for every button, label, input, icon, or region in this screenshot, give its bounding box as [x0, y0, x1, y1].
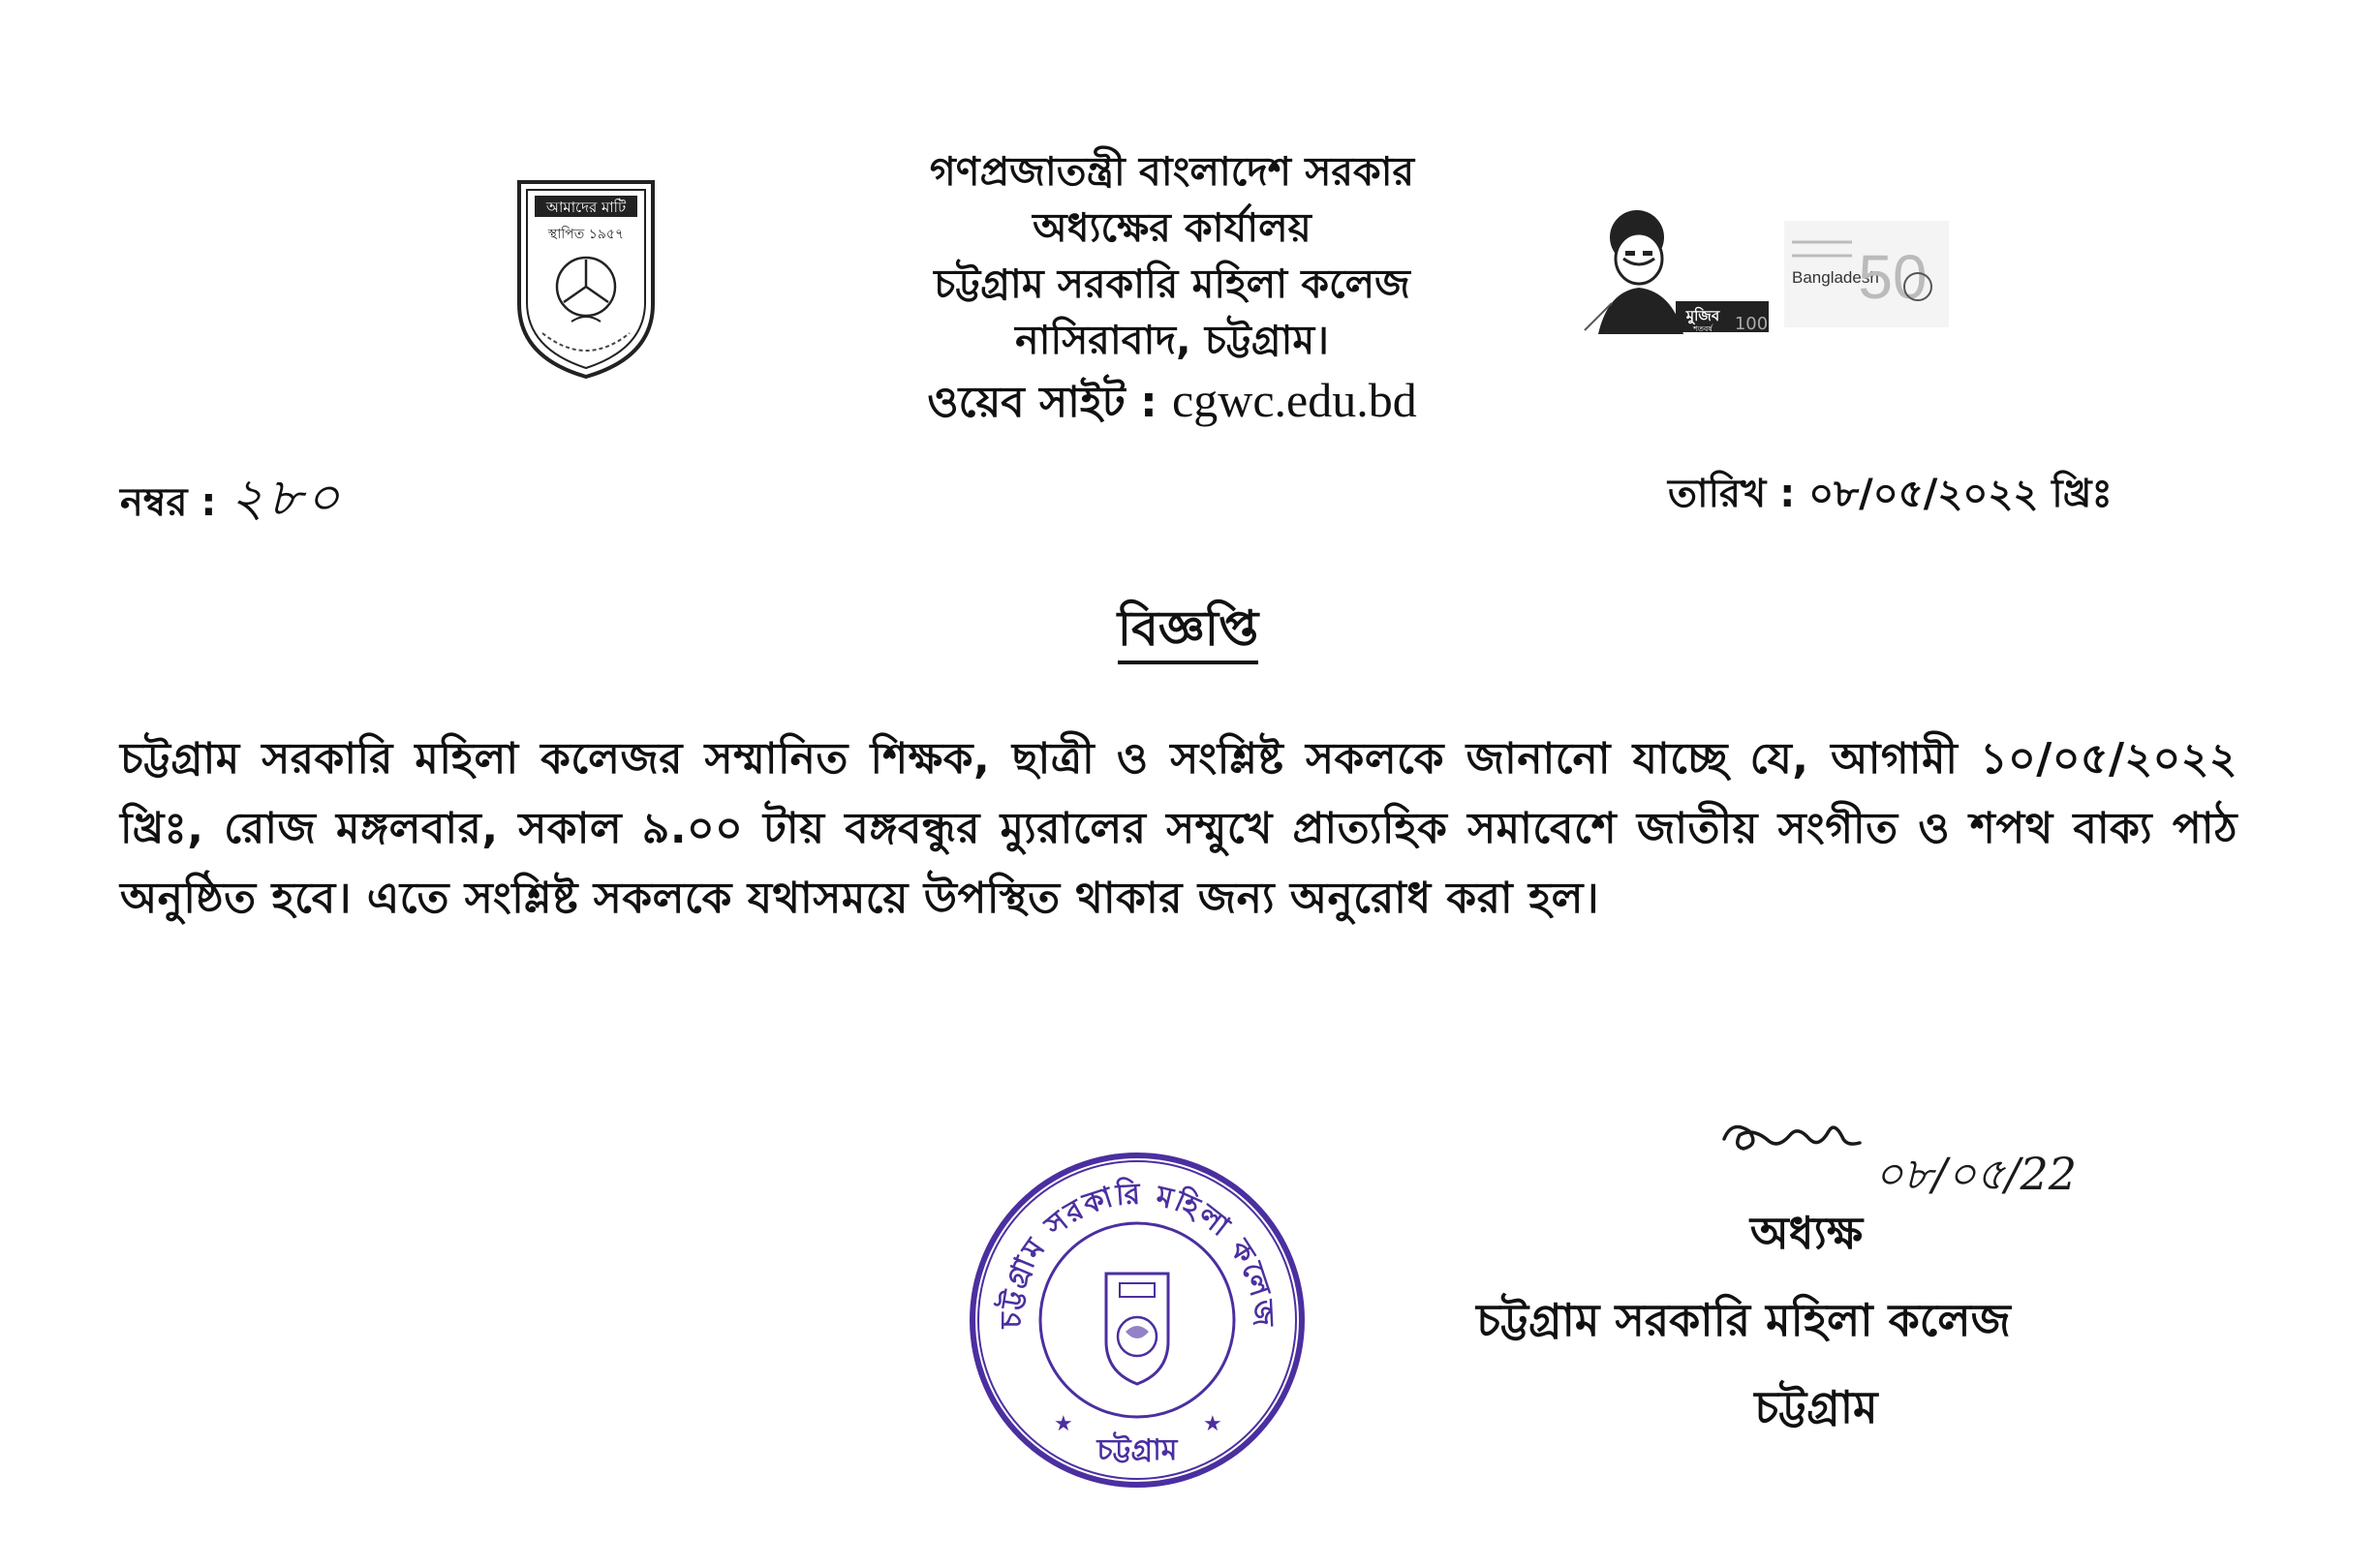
date-value: ০৮/০৫/২০২২ খ্রিঃ: [1808, 472, 2113, 516]
signature-date: ০৮/০৫/22: [1874, 1148, 2078, 1200]
letterhead: [756, 143, 1589, 435]
memo-number: [120, 457, 344, 544]
mujib100-logo: [1579, 199, 1782, 334]
svg-text:চট্টগ্রাম: চট্টগ্রাম: [1096, 1433, 1178, 1467]
svg-text:100: 100: [1734, 314, 1769, 334]
svg-text:মুজিব: মুজিব: [1685, 307, 1720, 324]
official-seal: [965, 1148, 1310, 1492]
svg-text:★: ★: [1054, 1412, 1073, 1436]
signatory-title: অধ্যক্ষ: [1749, 1207, 1864, 1259]
svg-text:চট্টগ্রাম সরকারি মহিলা কলেজ: চট্টগ্রাম সরকারি মহিলা কলেজ: [994, 1177, 1281, 1329]
college-address: নাসিরাবাদ, চট্টগ্রাম।: [1015, 317, 1329, 363]
svg-text:Bangladesh: Bangladesh: [1792, 268, 1879, 287]
svg-text:আমাদের মাটি: আমাদের মাটি: [545, 199, 627, 216]
bangladesh50-logo: [1784, 221, 1949, 327]
memo-value: ২৮০: [230, 467, 344, 528]
issue-date: [1668, 463, 2113, 528]
svg-text:★: ★: [1203, 1412, 1222, 1436]
website-line: [756, 368, 1589, 435]
notice-body: চট্টগ্রাম সরকারি মহিলা কলেজর সম্মানিত শিক্ষক, ছাত্রী ও সংশ্লিষ্ট সকলকে জানানো যাচ্ছে যে, আগামী ১০/০৫/২০২২ খ্রিঃ, রোজ মঙ্গলবার, সকাল ৯.০০ টায় বঙ্গবন্ধুর ম্যুরালের সম্মুখে প্রাত্যহিক সমাবেশে জাতীয় সংগীত ও শপথ বাক্য পাঠ অনুষ্ঠিত হবে। এতে সংশ্লিষ্ট সকলকে যথাসময়ে উপস্থিত থাকার জন্য অনুরোধ করা হল।: [120, 734, 2237, 923]
date-label: তারিখ :: [1668, 472, 1796, 516]
website-label: ওয়েব সাইট :: [927, 378, 1157, 427]
college-name: চট্টগ্রাম সরকারি মহিলা কলেজ: [934, 261, 1410, 307]
government-name: গণপ্রজাতন্ত্রী বাংলাদেশ সরকার: [929, 148, 1415, 195]
svg-text:শতবর্ষ: শতবর্ষ: [1693, 324, 1713, 333]
notice-title-text: বিজ্ঞপ্তি: [1118, 600, 1258, 664]
signatory-institution: চট্টগ্রাম সরকারি মহিলা কলেজ: [1476, 1294, 2011, 1346]
office-name: অধ্যক্ষের কার্যালয়: [1033, 204, 1311, 251]
signatory-block: [1434, 1189, 2092, 1451]
signatory-city: চট্টগ্রাম: [1754, 1381, 1878, 1433]
svg-text:স্থাপিত ১৯৫৭: স্থাপিত ১৯৫৭: [547, 227, 625, 242]
college-logo: [513, 178, 659, 382]
website-url[interactable]: cgwc.edu.bd: [1172, 373, 1417, 427]
memo-label: নম্বর :: [120, 480, 217, 525]
notice-title: [0, 593, 2376, 673]
svg-text:50: 50: [1858, 242, 1928, 312]
